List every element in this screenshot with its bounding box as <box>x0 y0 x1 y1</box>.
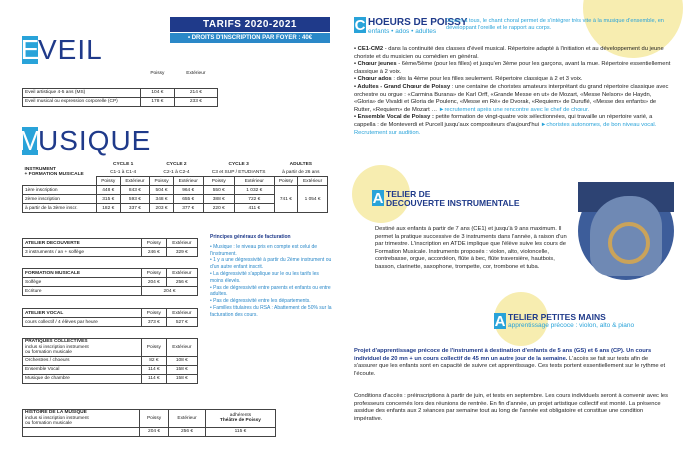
table-row: Orchestres / choeurs 82 € 108 € <box>23 356 198 365</box>
tarifs-title: TARIFS 2020-2021 <box>170 17 330 32</box>
tarifs-subtitle: • DROITS D'INSCRIPTION PAR FOYER : 40€ <box>170 33 330 43</box>
list-item: • Familles titulaires du RSA : Abattement de 50% sur la facturation des cours. <box>210 304 332 318</box>
cycle3-name: CYCLE 3 <box>228 161 249 167</box>
eveil-initial: E <box>20 34 40 65</box>
eveil-header-poissy: Poissy <box>150 70 165 76</box>
adultes-name: ADULTES <box>289 161 312 167</box>
eveil-table <box>22 69 218 107</box>
petites-mains-lead: Projet d'apprentissage précoce de l'instrument à destination d'enfants de 5 ans (GS) et 6 ans (CP). Un cours individuel de 20 mn + un cours collectif de 45 mn un autre jour de la semaine. L'accès se fait sur tests afin de s'assurer que les enfants sont en capacité de suivre cet apprentissage. Ces tests portent essentiellement sur le rythme et l'écoute. <box>354 348 666 377</box>
table-row: Eveil musical ou expression corporelle (CP) 178 € 233 € <box>23 97 218 106</box>
list-item: • Ensemble Vocal de Poissy : petite formation de vingt-quatre voix sélectionnées, qui travaille un répertoire varié, a cappella : de Monteverdi et Purcell jusqu'aux compositeurs d'aujourd'hui ►choristes autonomes, de bon niveau vocal. Recrutement sur audition. <box>354 114 657 136</box>
list-item: • Chœur jeunes - 6ème/5ème (pour les filles) et jusqu'en 3ème pour les garçons, avant la mue. Répertoire essentiellement classique à 2 voix. <box>354 61 671 75</box>
list-item: • Adultes - Grand Chœur de Poissy : une centaine de choristes amateurs interprétant du grand répertoire classique avec orchestre ou orgue : «Carmina Burana» de Karl Orff, «Grande Messe en ut» de Mozart, «Messe Nelson» de Haydn, «Gloria» de Vivaldi et Gloria de Poulenc, «Messe en Ré» de Dvorak, «Requiem» de Duruflé, «Messe des enfants» de Rutter, «Requiem» de Mozart … ►recrutement après une rencontre avec le chef de chœur. <box>354 83 669 113</box>
table-row: Ecriture 204 € <box>23 287 198 296</box>
list-item: • Pas de dégressivité entre parents et enfants ou entre adultes. <box>210 284 331 298</box>
list-item: • 1 y a une dégressivité à partir du 2ème instrument ou d'un autre enfant inscrit. <box>210 257 332 271</box>
list-item: • La dégressivité s'applique sur le ou les tarifs les moins élevés. <box>210 270 319 284</box>
left-page <box>0 0 338 459</box>
decouverte-initial: A <box>372 189 384 207</box>
table-row: 1ère inscription 448 € 843 € 504 € 964 € 550 € 1 032 € 741 € 1 054 € <box>23 186 328 195</box>
right-page <box>338 0 676 459</box>
histoire-table: HISTOIRE DE LA MUSIQUE inclus si inscription instrument ou formation musicale Poissy Extérieur adhérents Théâtre de Poissy 204 € 256 € 115 € <box>22 409 276 437</box>
adultes-poissy: 741 € <box>274 186 298 213</box>
cycle1-name: CYCLE 1 <box>113 161 134 167</box>
eveil-title: VEIL <box>38 34 103 65</box>
principes-title: Principes généraux de facturation <box>210 234 291 240</box>
musique-table: INSTRUMENT + FORMATION MUSICALE CYCLE 1 CYCLE 2 CYCLE 3 ADULTES C1-1 à C1-4 C2-1 à C2-4 C3 et SUP / ETUDIANTS à partir de 26 ans Poissy Extérieur Poissy Extérieur Poissy Extérieur Poissy Extérieur 1ère inscription 448 € 843 € 504 € 964 € 550 € 1 032 € 741 € 1 054 € 2ème inscription 315 € 593 € 348 € 655 € 388 € 722 € à partir de la 3ème inscr. 182 € 337 € 203 € 377 € 220 € 411 € <box>22 160 328 213</box>
fm-table: FORMATION MUSICALE Poissy Extérieur Solfège 204 € 256 € Ecriture 204 € <box>22 268 198 296</box>
choeurs-intro: Ouvert à tous, le chant choral permet de s'intégrer très vite à la musique d'ensemble, en développant l'oreille et le rapport au corps. <box>446 18 664 31</box>
cycle2-name: CYCLE 2 <box>166 161 187 167</box>
musique-title: USIQUE <box>38 125 152 156</box>
petites-mains-initial: A <box>494 312 506 330</box>
choeurs-initial: C <box>354 16 366 34</box>
table-row: 204 € 256 € 115 € <box>23 427 276 436</box>
fm-label: + FORMATION MUSICALE <box>24 171 84 177</box>
eveil-header-ext: Extérieur <box>186 70 206 76</box>
petites-mains-subtitle: apprentissage précoce : violon, alto & piano <box>508 322 635 329</box>
decouverte-line2: DECOUVERTE INSTRUMENTALE <box>386 198 520 208</box>
musique-initial: M <box>18 125 42 156</box>
table-row: cours collectif / 4 élèves par heure 373 € 527 € <box>23 318 198 327</box>
list-item: • Chœur ados : dès la 4ème pour les filles seulement. Répertoire classique à 2 et 3 voix. <box>354 76 583 83</box>
petites-mains-heading <box>494 313 634 329</box>
table-row: Ensemble Vocal 114 € 158 € <box>23 365 198 374</box>
table-row: à partir de la 3ème inscr. 182 € 337 € 203 € 377 € 220 € 411 € <box>23 204 328 213</box>
decouverte-line1: TELIER DE <box>386 189 431 199</box>
list-item: • CE1-CM2 - dans la continuité des classes d'éveil musical. Répertoire adapté à l'initiation et au développement du jeune choriste et du musicien ou comédien en général. <box>354 46 664 60</box>
table-row: 2ème inscription 315 € 593 € 348 € 655 € 388 € 722 € <box>23 195 328 204</box>
petites-mains-conditions: Conditions d'accès : préinscriptions à partir de juin, et tests en septembre. Les cours individuels seront à convenir avec les professeurs concernés lors des réunions de rentrée. En fin d'année, un projet artistique collectif est monté. La présence assidue des enfants aux 2 séances par semaine tout au long de l'année est obligatoire et constitue une condition impérative. <box>354 393 668 422</box>
choeurs-subtitle: enfants • ados • adultes <box>368 28 437 35</box>
decouverte-text: Destiné aux enfants à partir de 7 ans (CE1) et jusqu'à 9 ans maximum. Il permet la pratique successive de 3 instruments dans l'année, à raison d'un par trimestre. L'inscription en ATDE implique que l'élève suive les cours de Formation Musicale. Instruments proposés : violon, alto, violoncelle, contrebasse, orgue, accordéon, flûte à bec, flûte traversière, hautbois, basson, clarinette, saxophone, trompette, cor, trombone et tuba. <box>375 226 567 270</box>
principes-facturation <box>210 234 332 319</box>
list-item: • Pas de dégressivité entre les départements. <box>210 298 311 305</box>
table-row: Eveil artistique 4-5 ans (MS) 104 € 214 € <box>23 88 218 97</box>
table-row: Musique de chambre 114 € 158 € <box>23 374 198 383</box>
list-item: • Musique : le niveau pris en compte est celui de l'instrument. <box>210 243 318 257</box>
vocal-table: ATELIER VOCAL Poissy Extérieur cours collectif / 4 élèves par heure 373 € 527 € <box>22 308 198 327</box>
instrument-label: INSTRUMENT <box>24 166 56 172</box>
choeurs-list <box>354 46 672 137</box>
choeurs-title: HOEURS DE POISSY <box>368 17 468 28</box>
table-row: Solfège 204 € 256 € <box>23 278 198 287</box>
table-row: 3 instruments / an + solfège 246 € 329 € <box>23 248 198 257</box>
pratiques-table: PRATIQUES COLLECTIVES inclus si inscription instrument ou formation musicale Poissy Extérieur Orchestres / choeurs 82 € 108 € Ensemble Vocal 114 € 158 € Musique de chambre 114 € 158 € <box>22 338 198 384</box>
musician-photo <box>578 182 674 280</box>
tarifs-banner <box>170 17 330 43</box>
adultes-ext: 1 054 € <box>298 186 328 213</box>
eveil-heading <box>22 36 103 64</box>
decouverte-heading <box>372 190 520 208</box>
decouverte-table: ATELIER DECOUVERTE Poissy Extérieur 3 instruments / an + solfège 246 € 329 € <box>22 238 198 257</box>
petites-mains-title: TELIER PETITES MAINS <box>508 312 606 322</box>
musique-heading <box>18 125 152 156</box>
